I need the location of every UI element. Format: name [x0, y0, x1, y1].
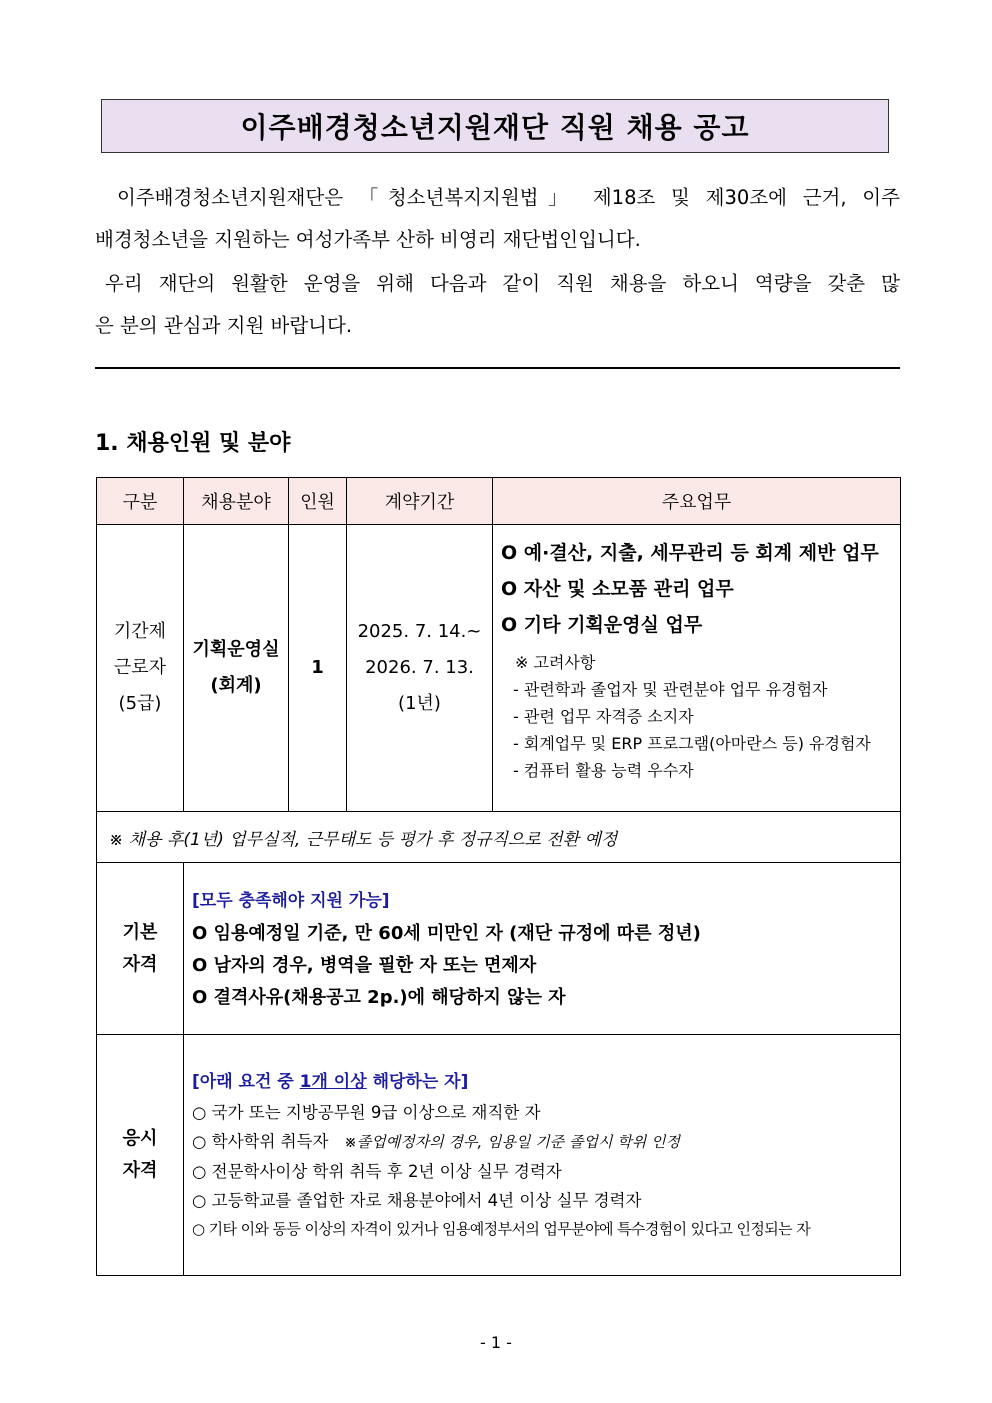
qualification-item: ○ 국가 또는 지방공무원 9급 이상으로 재직한 자 [192, 1103, 541, 1122]
type-cell [97, 525, 184, 812]
qualification-item: ○ 전문학사이상 학위 취득 후 2년 이상 실무 경력자 [192, 1162, 562, 1181]
heading-text: [아래 요건 중 [192, 1072, 300, 1092]
basic-qualification-content [184, 863, 901, 1035]
count-cell: 1 [289, 525, 347, 812]
header-cell: 주요업무 [493, 478, 901, 525]
page-title: 이주배경청소년지원재단 직원 채용 공고 [101, 99, 889, 153]
cell-line: (5급) [118, 693, 162, 714]
intro-line: 배경청소년을 지원하는 여성가족부 산하 비영리 재단법인입니다. [95, 228, 641, 251]
basic-qualification-heading: [모두 충족해야 지원 가능] [192, 890, 390, 911]
qualification-item: O 임용예정일 기준, 만 60세 미만인 자 (재단 규정에 따른 정년) [192, 922, 701, 944]
apply-qualification-label [97, 1035, 184, 1276]
header-cell: 인원 [289, 478, 347, 525]
duty-item: O 기타 기획운영실 업무 [501, 614, 703, 636]
header-cell: 채용분야 [184, 478, 289, 525]
cell-line: (1년) [398, 693, 441, 714]
consideration-item: - 컴퓨터 활용 능력 우수자 [513, 761, 694, 780]
section-heading: 1. 채용인원 및 분야 [95, 431, 291, 456]
intro-line: 이주배경청소년지원재단은 「청소년복지지원법」 제18조 및 제30조에 근거, 이주 [117, 186, 900, 209]
consideration-item: - 관련 업무 자격증 소지자 [513, 707, 694, 726]
recruitment-table [96, 477, 901, 1276]
intro-paragraph-1 [95, 177, 900, 261]
consideration-item: - 관련학과 졸업자 및 관련분야 업무 유경험자 [513, 680, 828, 699]
conversion-note: ※ 채용 후(1년) 업무실적, 근무태도 등 평가 후 정규직으로 전환 예정 [97, 812, 901, 863]
heading-text: 해당하는 자] [366, 1072, 469, 1092]
item-note: ※졸업예정자의 경우, 임용일 기준 졸업시 학위 인정 [344, 1133, 680, 1151]
consideration-item: - 회계업무 및 ERP 프로그램(아마란스 등) 유경험자 [513, 734, 871, 753]
table-header-row [97, 478, 901, 525]
cell-line: 자격 [122, 1160, 158, 1181]
cell-line: 기본 [122, 921, 158, 943]
field-cell [184, 525, 289, 812]
header-cell: 구분 [97, 478, 184, 525]
apply-qualification-content [184, 1035, 901, 1276]
cell-line: (회계) [210, 675, 262, 696]
qualification-item: ○ 고등학교를 졸업한 자로 채용분야에서 4년 이상 실무 경력자 [192, 1191, 642, 1210]
qualification-item: ○ 기타 이와 동등 이상의 자격이 있거나 임용예정부서의 업무분야에 특수경험이 있다고 인정되는 자 [192, 1220, 811, 1238]
duty-item: O 자산 및 소모품 관리 업무 [501, 578, 734, 600]
intro-line: 우리 재단의 원활한 운영을 위해 다음과 같이 직원 채용을 하오니 역량을 갖춘 많 [105, 272, 900, 295]
conversion-note-row [97, 812, 901, 863]
cell-line: 기간제 [113, 621, 167, 642]
apply-qualification-row [97, 1035, 901, 1276]
divider [95, 367, 900, 369]
heading-emphasis: 1개 이상 [299, 1072, 367, 1092]
qualification-item [192, 1127, 892, 1157]
intro-paragraph-2 [95, 263, 900, 347]
page-number: - 1 - [480, 1333, 512, 1352]
table-row [97, 525, 901, 812]
item-text: ○ 학사학위 취득자 [192, 1132, 329, 1151]
cell-line: 2025. 7. 14.~ [357, 621, 482, 642]
cell-line: 근로자 [113, 657, 167, 678]
intro-line: 은 분의 관심과 지원 바랍니다. [95, 314, 353, 337]
basic-qualification-row [97, 863, 901, 1035]
cell-line: 2026. 7. 13. [365, 657, 474, 678]
basic-qualification-label [97, 863, 184, 1035]
considerations-title: ※ 고려사항 [515, 653, 596, 672]
duty-item: O 예·결산, 지출, 세무관리 등 회계 제반 업무 [501, 542, 879, 564]
considerations-list [501, 649, 892, 784]
cell-line: 자격 [122, 953, 158, 975]
period-cell [347, 525, 493, 812]
cell-line: 응시 [122, 1128, 158, 1149]
qualification-item: O 결격사유(채용공고 2p.)에 해당하지 않는 자 [192, 986, 566, 1008]
apply-qualification-heading [192, 1066, 892, 1098]
qualification-item: O 남자의 경우, 병역을 필한 자 또는 면제자 [192, 954, 537, 976]
duties-cell [493, 525, 901, 812]
cell-line: 기획운영실 [192, 639, 280, 660]
header-cell: 계약기간 [347, 478, 493, 525]
